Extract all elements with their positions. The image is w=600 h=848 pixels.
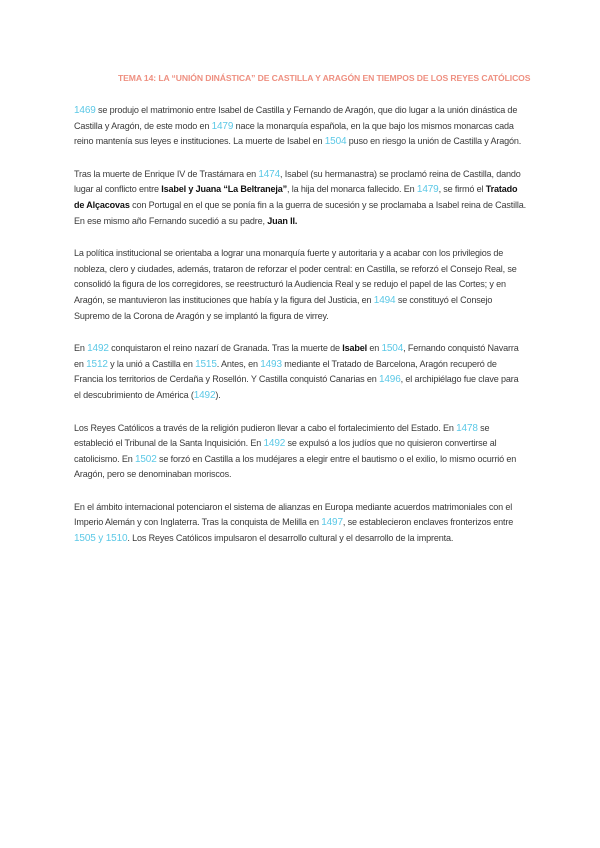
text-run: puso en riesgo la unión de Castilla y Aragón.	[346, 136, 522, 147]
year-highlight: 1492	[263, 438, 286, 450]
text-run: , Fernando conquistó Navarra en	[74, 343, 519, 369]
year-highlight: 1515	[195, 358, 217, 370]
year-highlight: 1469	[74, 105, 96, 116]
bold-term: Isabel y Juana “La Beltraneja”	[161, 184, 288, 195]
year-highlight: 1474	[258, 168, 281, 180]
text-run: . Los Reyes Católicos impulsaron el desarrollo cultural y el desarrollo de la imprenta.	[127, 533, 454, 544]
year-highlight: 1497	[321, 517, 343, 529]
text-run: y la unió a Castilla en	[107, 358, 196, 369]
paragraph-6	[74, 500, 526, 547]
text-run: se forzó en Castilla a los mudéjares a elegir entre el bautismo o el exilio, lo mismo ocurrió en Aragón, pero se denominaban moriscos.	[74, 453, 517, 480]
year-highlight: 1479	[211, 120, 234, 132]
text-run: , Isabel (su hermanastra) se proclamó reina de Castilla, dando lugar al conflicto entre	[74, 168, 521, 195]
paragraph-5	[74, 421, 526, 483]
paragraph-1	[74, 103, 526, 150]
year-highlight: 1494	[373, 294, 396, 306]
text-run: ).	[215, 389, 221, 400]
text-run: La política institucional se orientaba a lograr una monarquía fuerte y autoritaria y a acabar con los privilegios de nobleza, clero y ciudades, además, trataron de reforzar el poder central: en Castilla, se reforzó el Consejo Real, se consolidó la figura de los corregidores, se reestructuró la Audiencia Real y se redujo el papel de las Cortes; y en Aragón, se mantuvieron las instituciones que había y la figura del Justicia, en	[74, 248, 517, 305]
text-run: mediante el Tratado de Barcelona, Aragón recuperó de Francia los territorios de Cerdaña y Rosellón. Y Castilla conquistó Canarias en	[74, 358, 497, 385]
text-run: , se firmó el	[438, 184, 486, 195]
paragraph-4	[74, 341, 526, 403]
text-run: se estableció el Tribunal de la Santa Inquisición. En	[74, 422, 490, 449]
year-highlight: 1504	[381, 343, 404, 355]
year-highlight: 1505 y 1510	[74, 533, 128, 545]
year-highlight: 1496	[378, 374, 401, 386]
text-run: Tras la muerte de Enrique IV de Trastámara en	[74, 168, 259, 179]
year-highlight: 1492	[87, 343, 109, 355]
year-highlight: 1512	[86, 358, 108, 370]
text-run: . Antes, en	[216, 358, 261, 369]
text-run: con Portugal en el que se ponía fin a la guerra de sucesión y se proclamaba a Isabel reina de Castilla. En ese mismo año Fernando sucedió a su padre,	[74, 199, 526, 226]
bold-term: Tratado de Alçacovas	[74, 184, 518, 210]
text-run: nace la monarquía española, en la que bajo los mismos monarcas cada reino mantenía sus leyes e instituciones. La muerte de Isabel en	[74, 120, 514, 147]
text-run: , el archipiélago fue clave para el descubrimiento de América (	[74, 374, 519, 400]
text-run: Los Reyes Católicos a través de la religión pudieron llevar a cabo el fortalecimiento del Estado. En	[74, 422, 457, 433]
year-highlight: 1493	[260, 358, 282, 370]
text-run: se expulsó a los judíos que no quisieron convertirse al catolicismo. En	[74, 438, 497, 464]
year-highlight: 1504	[324, 136, 347, 148]
text-run: en	[366, 343, 382, 354]
year-highlight: 1478	[456, 422, 478, 434]
bold-term: Juan II.	[267, 215, 298, 226]
year-highlight: 1479	[416, 184, 439, 196]
year-highlight: 1492	[193, 389, 216, 401]
text-run: se produjo el matrimonio entre Isabel de Castilla y Fernando de Aragón, que dio lugar a la unión dinástica de Castilla y Aragón, de este modo en	[74, 105, 518, 131]
document-body	[74, 103, 526, 564]
paragraph-2	[74, 167, 526, 229]
year-highlight: 1502	[134, 453, 157, 465]
text-run: En el ámbito internacional potenciaron el sistema de alianzas en Europa mediante acuerdos matrimoniales con el Imperio Alemán y con Inglaterra. Tras la conquista de Melilla en	[74, 501, 513, 528]
text-run: En	[74, 343, 88, 354]
text-run: conquistaron el reino nazarí de Granada. Tras la muerte de	[108, 343, 343, 354]
bold-term: Isabel	[342, 343, 367, 354]
paragraph-3	[74, 246, 526, 324]
text-run: , se establecieron enclaves fronterizos entre	[342, 517, 514, 528]
text-run: , la hija del monarca fallecido. En	[287, 184, 417, 195]
page-title: TEMA 14: LA “UNIÓN DINÁSTICA” DE CASTILLA Y ARAGÓN EN TIEMPOS DE LOS REYES CATÓLICOS	[118, 73, 531, 83]
text-run: se constituyó el Consejo Supremo de la Corona de Aragón y se implantó la figura de virrey.	[74, 294, 493, 321]
